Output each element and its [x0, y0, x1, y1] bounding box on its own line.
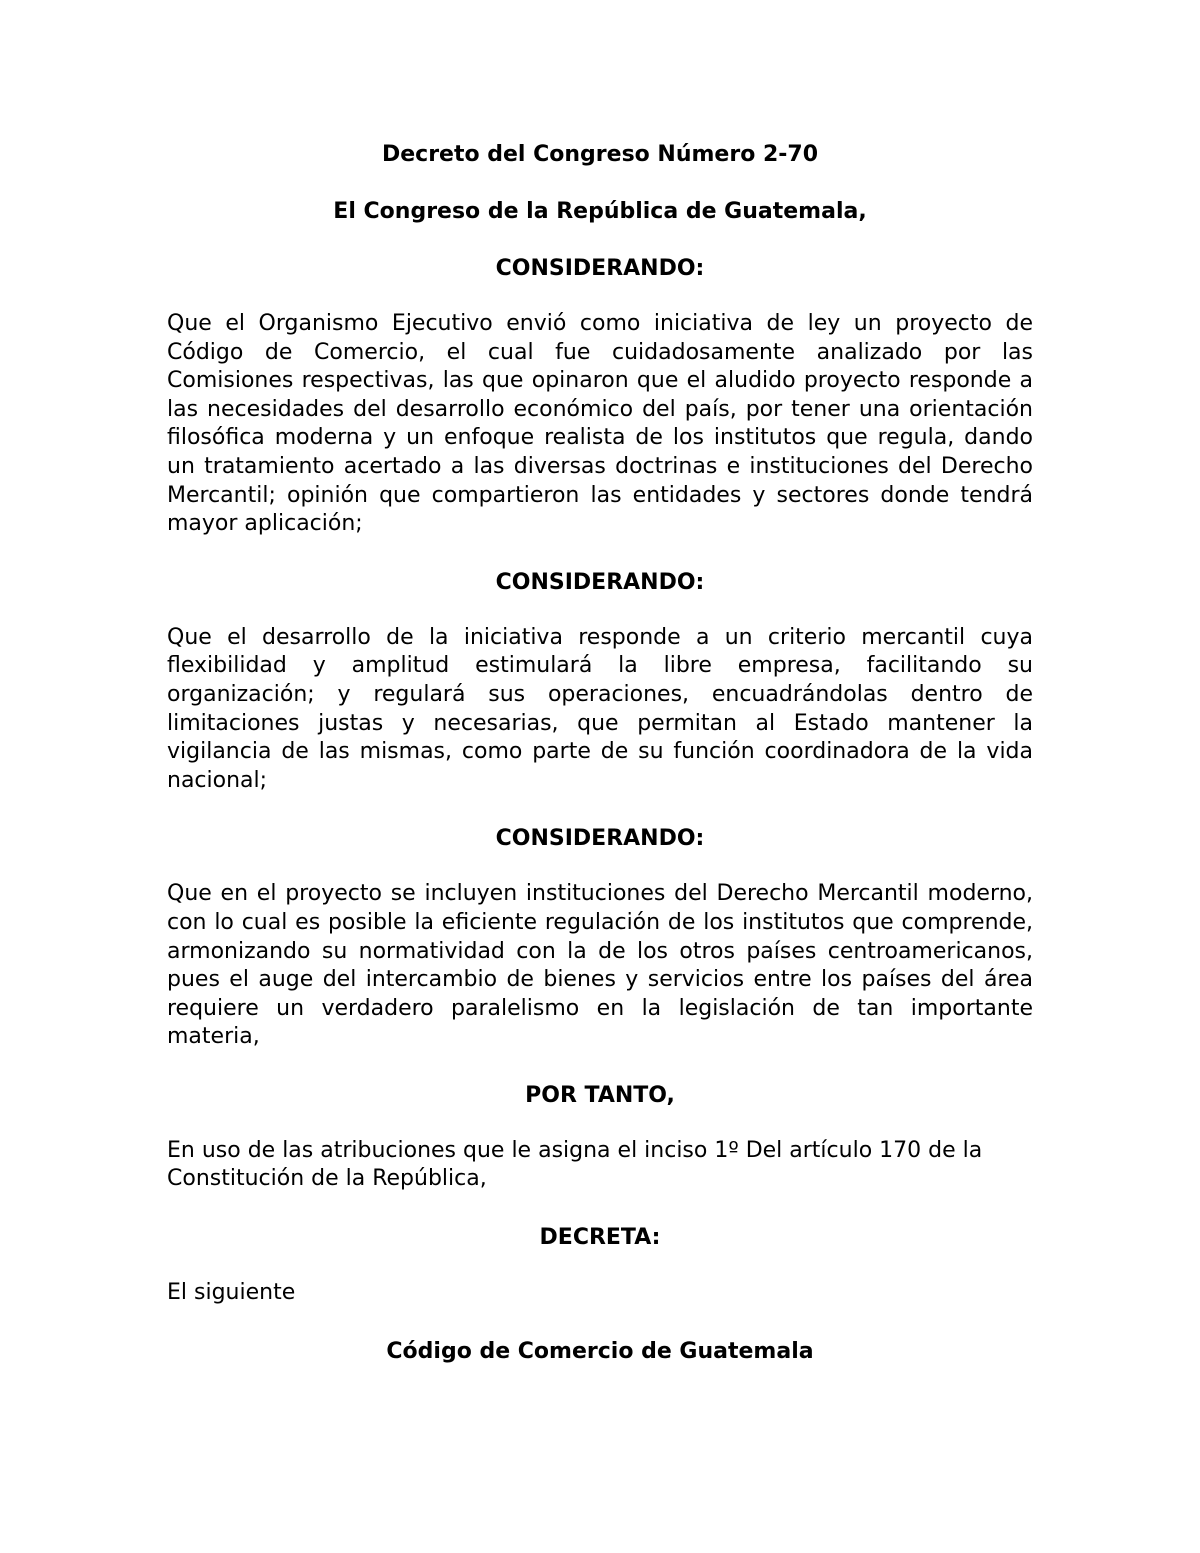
issuer-heading: El Congreso de la República de Guatemala,: [333, 199, 867, 224]
code-title: Código de Comercio de Guatemala: [386, 1338, 814, 1364]
considerando-heading-1: CONSIDERANDO:: [495, 256, 705, 281]
considerando-text-3: Que en el proyecto se incluyen instituciones del Derecho Mercantil moderno, con lo cual es posible la eficiente regulación de los institutos que comprende, armonizando su normatividad con la de los otros países centroamericanos, pues el auge del intercambio de bienes y servicios entre los países del área requiere un verdadero paralelismo en la legislación de tan importante materia,: [167, 881, 1033, 1050]
decreta-heading: DECRETA:: [539, 1225, 661, 1251]
document-content: [167, 139, 1033, 1368]
considerando-text-1: Que el Organismo Ejecutivo envió como iniciativa de ley un proyecto de Código de Comercio, el cual fue cuidadosamente analizado por las Comisiones respectivas, las que opinaron que el aludido proyecto responde a las necesidades del desarrollo económico del país, por tener una orientación filosófica moderna y un enfoque realista de los institutos que regula, dando un tratamiento acertado a las diversas doctrinas e instituciones del Derecho Mercantil; opinión que compartieron las entidades y sectores donde tendrá mayor aplicación;: [167, 311, 1033, 537]
por-tanto-heading: POR TANTO,: [525, 1082, 675, 1108]
decree-title: Decreto del Congreso Número 2-70: [381, 142, 819, 167]
considerando-heading-2: CONSIDERANDO:: [495, 569, 705, 595]
considerando-text-2: Que el desarrollo de la iniciativa responde a un criterio mercantil cuya flexibilidad y amplitud estimulará la libre empresa, facilitando su organización; y regulará sus operaciones, encuadrándolas dentro de limitaciones justas y necesarias, que permitan al Estado mantener la vigilancia de las mismas, como parte de su función coordinadora de la vida nacional;: [167, 624, 1033, 793]
considerando-heading-3: CONSIDERANDO:: [495, 826, 705, 852]
por-tanto-text: En uso de las atribuciones que le asigna el inciso 1º Del artículo 170 de la Constitución de la República,: [167, 1137, 983, 1192]
decreta-text: El siguiente: [167, 1280, 296, 1306]
